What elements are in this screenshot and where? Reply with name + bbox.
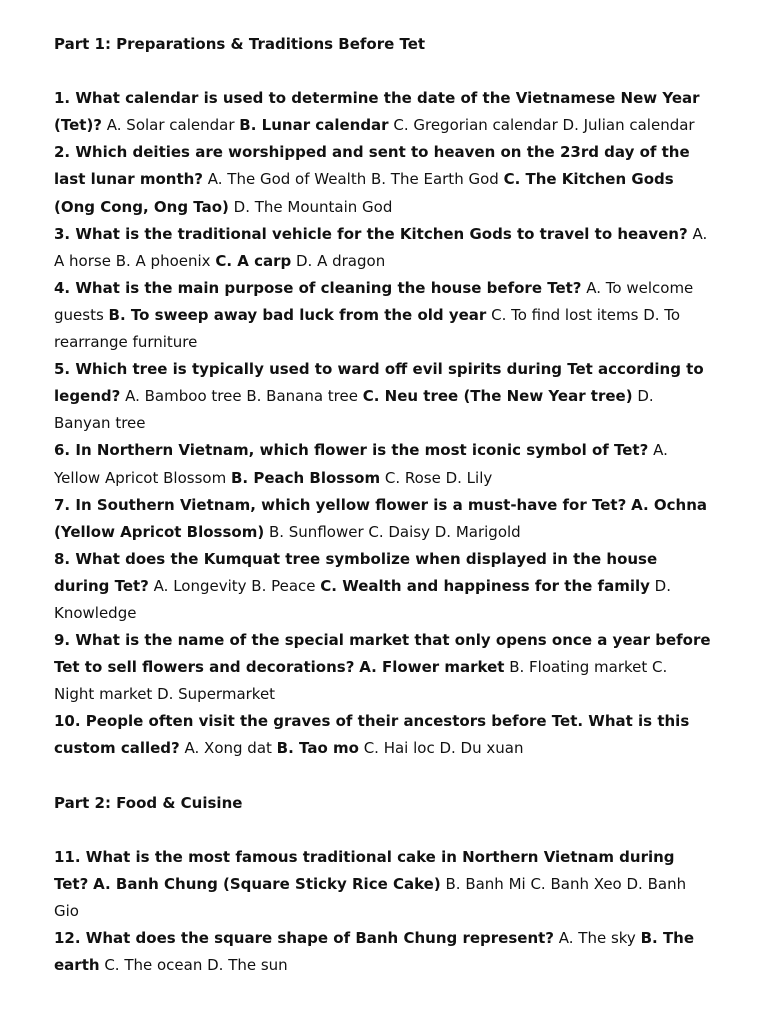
- question-item: [54, 437, 728, 491]
- question-line: [54, 708, 728, 735]
- question-line: [54, 492, 728, 519]
- question-item: [54, 546, 728, 627]
- question-line: [54, 573, 728, 600]
- part1-heading: Part 1: Preparations & Traditions Before Tet: [54, 35, 426, 53]
- text-segment: Night market D. Supermarket: [54, 685, 276, 704]
- bold-text-segment: 2. Which deities are worshipped and sent to heaven on the 23rd day of the: [54, 143, 690, 162]
- question-line: [54, 221, 728, 248]
- question-line: [54, 925, 728, 952]
- bold-text-segment: Tet to sell flowers and decorations?: [54, 658, 355, 677]
- bold-text-segment: 8. What does the Kumquat tree symbolize when displayed in the house: [54, 549, 658, 568]
- text-segment: guests: [54, 305, 109, 324]
- bold-text-segment: 7. In Southern Vietnam, which yellow flower is a must-have for Tet?: [54, 495, 627, 514]
- text-segment: Banyan tree: [54, 414, 146, 433]
- question-item: [54, 139, 728, 220]
- bold-text-segment: Tet?: [54, 874, 89, 893]
- question-line: [54, 546, 728, 573]
- question-line: [54, 194, 728, 221]
- text-segment: B. Banh Mi C. Banh Xeo D. Banh: [440, 874, 687, 893]
- question-item: [54, 925, 728, 979]
- question-item: [54, 844, 728, 925]
- bold-text-segment: B. To sweep away bad luck from the old year: [108, 305, 487, 324]
- bold-text-segment: C. Neu tree (The New Year tree): [362, 387, 633, 406]
- question-item: [54, 708, 728, 762]
- question-line: [54, 871, 728, 898]
- bold-text-segment: custom called?: [54, 739, 180, 758]
- text-segment: C. Hai loc D. Du xuan: [358, 739, 524, 758]
- text-segment: B. Sunflower C. Daisy D. Marigold: [264, 522, 521, 541]
- question-line: [54, 519, 728, 546]
- question-line: [54, 329, 728, 356]
- question-item: [54, 275, 728, 356]
- bold-text-segment: B. Tao mo: [276, 739, 359, 758]
- text-segment: C. Rose D. Lily: [380, 468, 493, 487]
- bold-text-segment: during Tet?: [54, 576, 149, 595]
- text-segment: D. The Mountain God: [228, 197, 393, 216]
- question-line: [54, 166, 728, 193]
- bold-text-segment: legend?: [54, 387, 121, 406]
- spacer: [54, 817, 728, 844]
- question-line: [54, 248, 728, 275]
- text-segment: C. Gregorian calendar D. Julian calendar: [388, 116, 695, 135]
- bold-text-segment: 1. What calendar is used to determine the date of the Vietnamese New Year: [54, 89, 700, 108]
- text-segment: A.: [648, 441, 668, 460]
- part2-question-list: [54, 844, 728, 979]
- bold-text-segment: A. Ochna: [631, 495, 707, 514]
- text-segment: D.: [632, 387, 654, 406]
- bold-text-segment: 6. In Northern Vietnam, which flower is the most iconic symbol of Tet?: [54, 441, 649, 460]
- text-segment: D.: [649, 576, 671, 595]
- question-line: [54, 952, 728, 979]
- text-segment: A. Xong dat: [179, 739, 277, 758]
- bold-text-segment: B. Peach Blossom: [230, 468, 381, 487]
- bold-text-segment: 11. What is the most famous traditional cake in Northern Vietnam during: [54, 847, 675, 866]
- question-line: [54, 735, 728, 762]
- question-item: [54, 492, 728, 546]
- question-line: [54, 356, 728, 383]
- bold-text-segment: earth: [54, 956, 100, 975]
- bold-text-segment: A. Flower market: [359, 658, 505, 677]
- question-item: [54, 627, 728, 708]
- text-segment: Knowledge: [54, 603, 137, 622]
- text-segment: A. To welcome: [581, 278, 694, 297]
- question-line: [54, 844, 728, 871]
- question-item: [54, 356, 728, 437]
- bold-text-segment: (Ong Cong, Ong Tao): [54, 197, 229, 216]
- bold-text-segment: B. Lunar calendar: [239, 116, 389, 135]
- text-segment: A.: [687, 224, 708, 243]
- question-line: [54, 383, 728, 410]
- bold-text-segment: 9. What is the name of the special market that only opens once a year before: [54, 631, 711, 650]
- text-segment: B. Floating market C.: [504, 658, 668, 677]
- bold-text-segment: 10. People often visit the graves of their ancestors before Tet. What is this: [54, 712, 690, 731]
- question-line: [54, 139, 728, 166]
- text-segment: rearrange furniture: [54, 333, 198, 352]
- spacer: [54, 58, 728, 85]
- text-segment: C. To find lost items D. To: [486, 305, 681, 324]
- bold-text-segment: 5. Which tree is typically used to ward off evil spirits during Tet according to: [54, 360, 704, 379]
- question-line: [54, 410, 728, 437]
- text-segment: D. A dragon: [291, 251, 386, 270]
- text-segment: A. Solar calendar: [102, 116, 240, 135]
- question-line: [54, 654, 728, 681]
- question-line: [54, 600, 728, 627]
- question-item: [54, 85, 728, 139]
- question-line: [54, 627, 728, 654]
- part1-question-list: [54, 85, 728, 762]
- part2-heading: Part 2: Food & Cuisine: [54, 793, 243, 812]
- bold-text-segment: (Yellow Apricot Blossom): [54, 522, 265, 541]
- question-line: [54, 898, 728, 925]
- bold-text-segment: C. The Kitchen Gods: [503, 170, 674, 189]
- question-line: [54, 465, 728, 492]
- bold-text-segment: C. Wealth and happiness for the family: [320, 576, 650, 595]
- question-line: [54, 681, 728, 708]
- bold-text-segment: last lunar month?: [54, 170, 203, 189]
- text-segment: A. Longevity B. Peace: [148, 576, 321, 595]
- bold-text-segment: A. Banh Chung (Square Sticky Rice Cake): [93, 874, 441, 893]
- question-line: [54, 275, 728, 302]
- text-segment: A. The sky: [554, 929, 641, 948]
- text-segment: A. The God of Wealth B. The Earth God: [203, 170, 504, 189]
- text-segment: C. The ocean D. The sun: [99, 956, 288, 975]
- question-line: [54, 112, 728, 139]
- text-segment: A horse B. A phoenix: [54, 251, 216, 270]
- spacer: [54, 763, 728, 790]
- bold-text-segment: 12. What does the square shape of Banh Chung represent?: [54, 929, 554, 948]
- text-segment: A. Bamboo tree B. Banana tree: [120, 387, 363, 406]
- question-line: [54, 302, 728, 329]
- text-segment: Yellow Apricot Blossom: [54, 468, 231, 487]
- bold-text-segment: 4. What is the main purpose of cleaning the house before Tet?: [54, 278, 582, 297]
- question-line: [54, 437, 728, 464]
- text-segment: Gio: [54, 902, 79, 920]
- question-line: [54, 85, 728, 112]
- question-item: [54, 221, 728, 275]
- bold-text-segment: C. A carp: [215, 251, 292, 270]
- bold-text-segment: 3. What is the traditional vehicle for the Kitchen Gods to travel to heaven?: [54, 224, 688, 243]
- bold-text-segment: (Tet)?: [54, 116, 102, 135]
- bold-text-segment: B. The: [640, 929, 695, 948]
